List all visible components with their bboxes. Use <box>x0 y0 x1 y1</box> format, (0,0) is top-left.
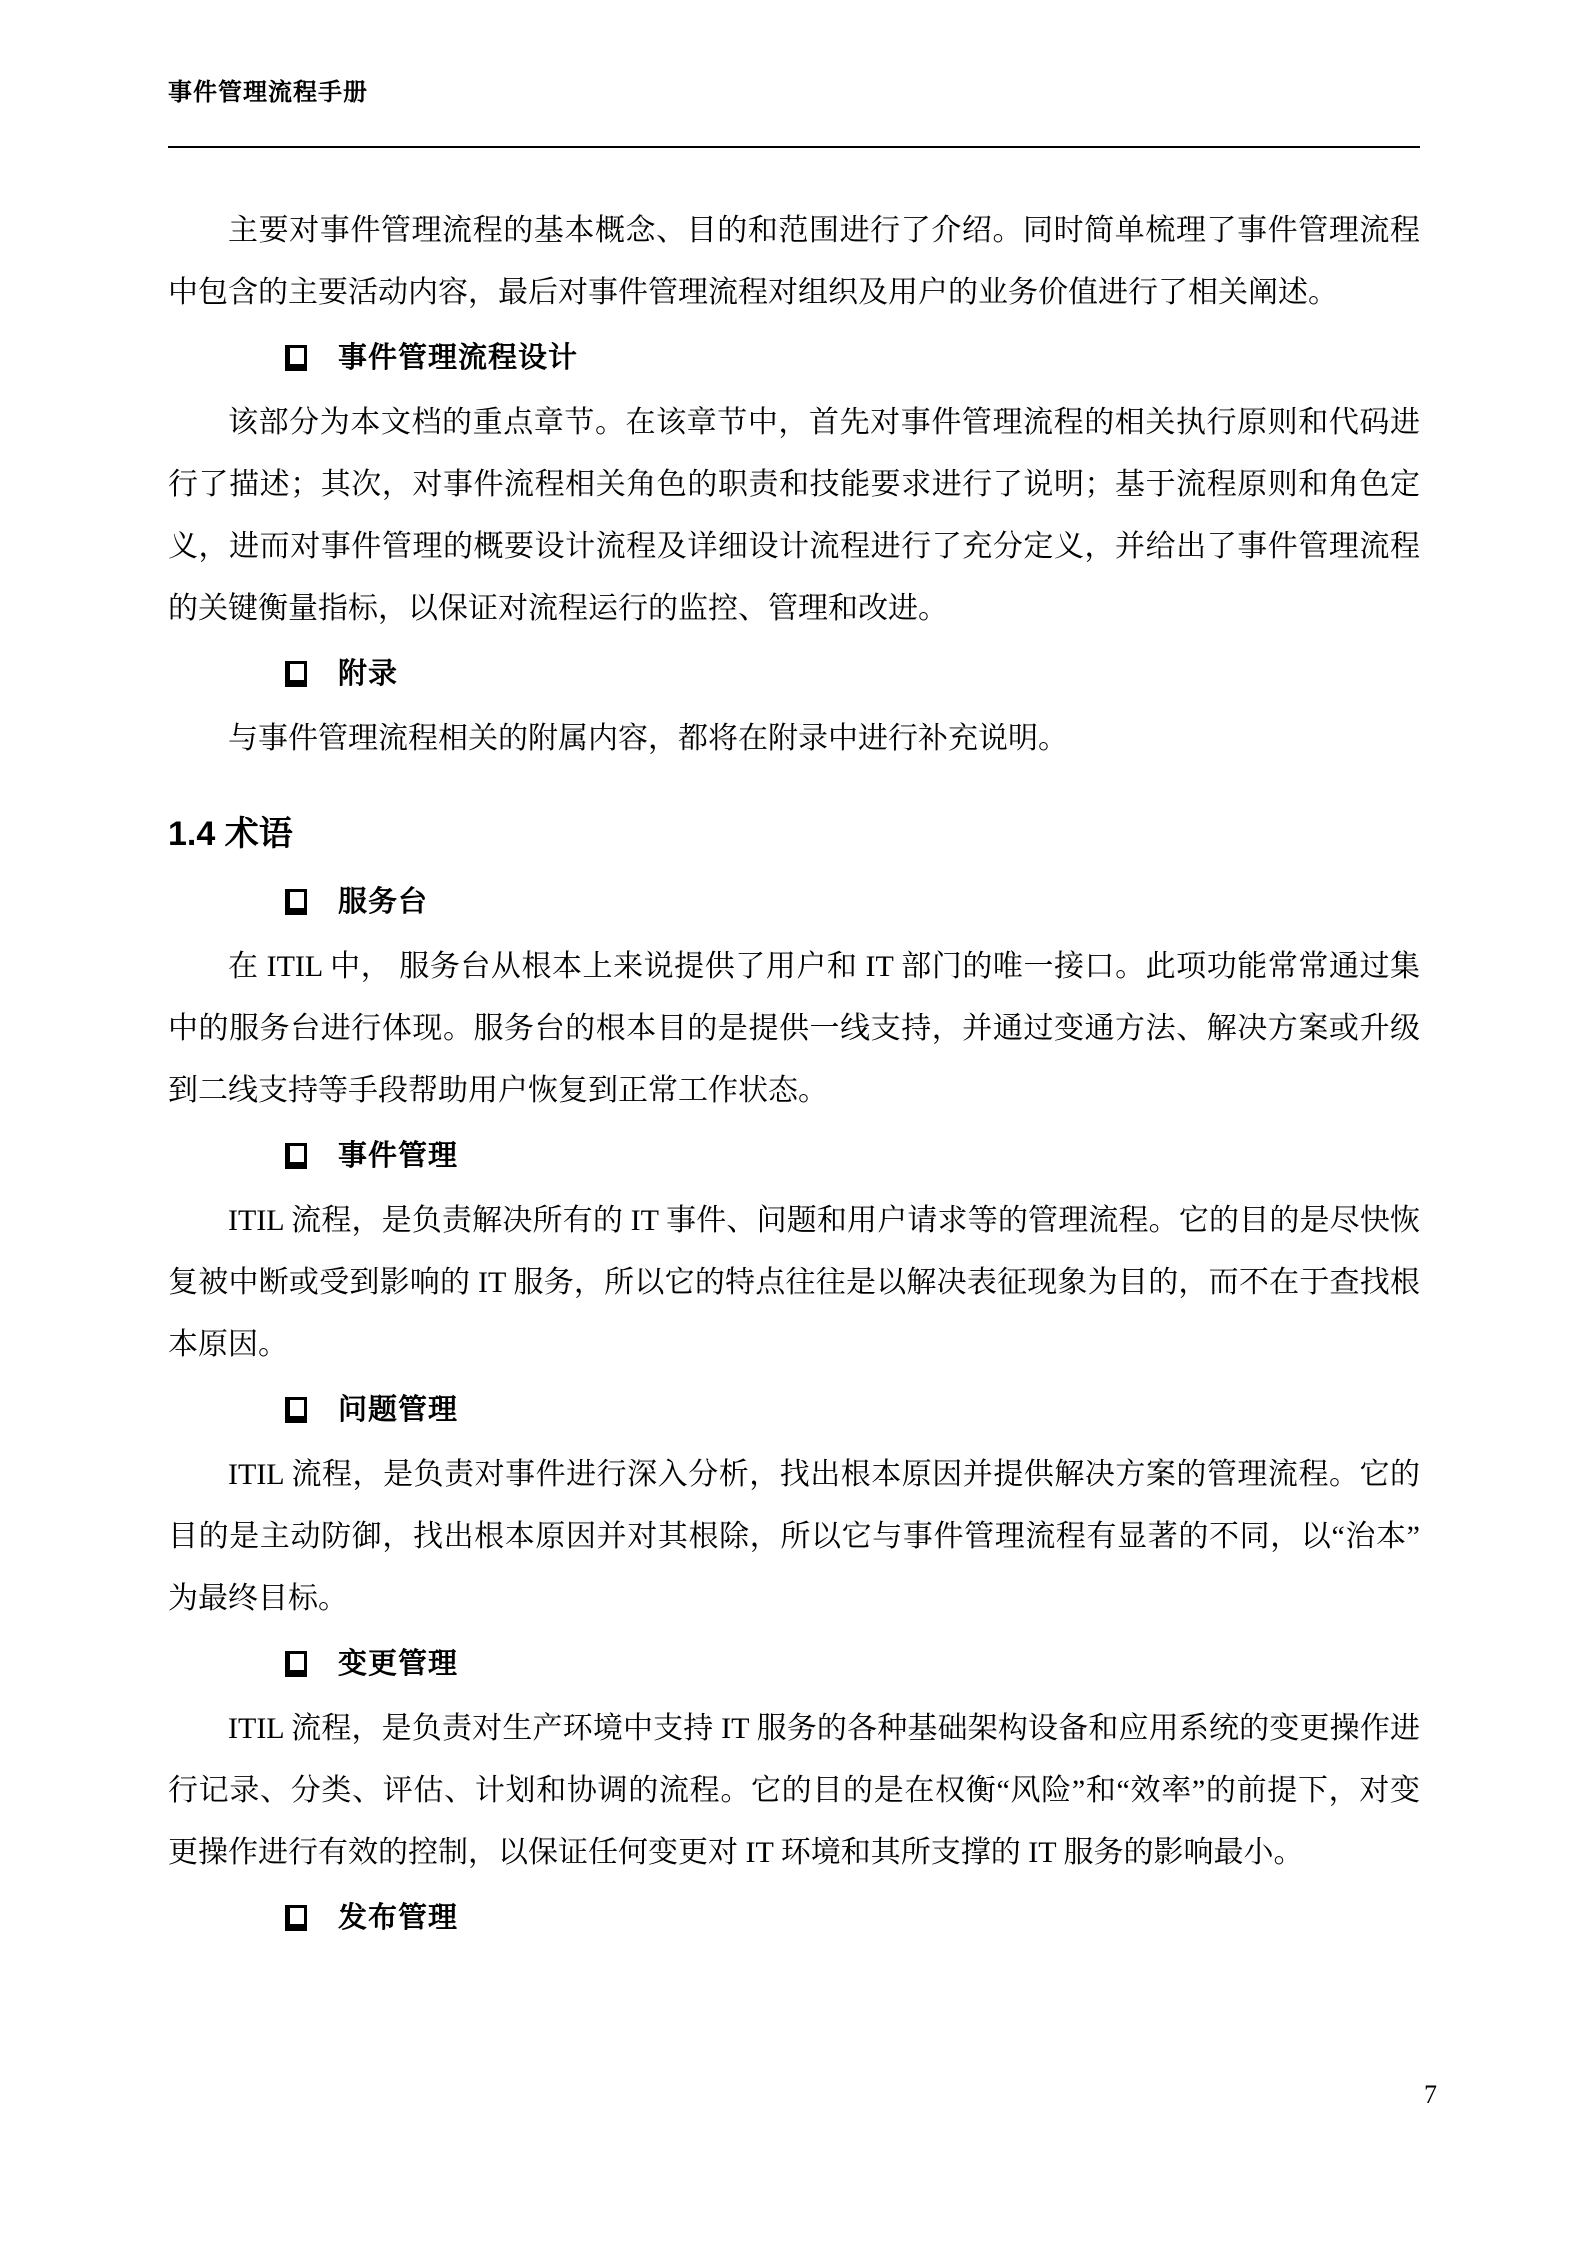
square-bullet-icon <box>285 1143 307 1169</box>
incident-management-paragraph: ITIL 流程，是负责解决所有的 IT 事件、问题和用户请求等的管理流程。它的目的是尽快恢复被中断或受到影响的 IT 服务，所以它的特点往往是以解决表征现象为目的，而不在于查找根本原因。 <box>168 1204 1420 1361</box>
page-header <box>168 0 1420 148</box>
document-body <box>168 148 1420 1940</box>
square-bullet-icon <box>285 1905 307 1931</box>
appendix-paragraph: 与事件管理流程相关的附属内容，都将在附录中进行补充说明。 <box>228 722 1068 755</box>
square-bullet-icon <box>285 661 307 687</box>
square-bullet-icon <box>285 889 307 915</box>
bullet-label: 服务台 <box>338 886 429 918</box>
bullet-item-problem-management <box>168 1388 1420 1432</box>
bullet-item-appendix <box>168 652 1420 696</box>
square-bullet-icon <box>285 345 307 371</box>
header-title: 事件管理流程手册 <box>168 79 368 106</box>
square-bullet-icon <box>285 1397 307 1423</box>
section-heading-terms: 1.4 术语 <box>168 815 293 853</box>
service-desk-paragraph: 在 ITIL 中， 服务台从根本上来说提供了用户和 IT 部门的唯一接口。此项功能常常通过集中的服务台进行体现。服务台的根本目的是提供一线支持，并通过变通方法、解决方案或升级到二线支持等手段帮助用户恢复到正常工作状态。 <box>168 950 1420 1107</box>
bullet-label: 问题管理 <box>338 1394 459 1426</box>
process-design-paragraph: 该部分为本文档的重点章节。在该章节中，首先对事件管理流程的相关执行原则和代码进行了描述；其次，对事件流程相关角色的职责和技能要求进行了说明；基于流程原则和角色定义，进而对事件管理的概要设计流程及详细设计流程进行了充分定义，并给出了事件管理流程的关键衡量指标，以保证对流程运行的监控、管理和改进。 <box>168 406 1420 625</box>
bullet-label: 事件管理流程设计 <box>338 342 579 374</box>
bullet-item-change-management <box>168 1642 1420 1686</box>
bullet-item-service-desk <box>168 880 1420 924</box>
bullet-label: 事件管理 <box>338 1140 459 1172</box>
bullet-label: 发布管理 <box>338 1902 459 1934</box>
bullet-label: 变更管理 <box>338 1648 459 1680</box>
change-management-paragraph: ITIL 流程，是负责对生产环境中支持 IT 服务的各种基础架构设备和应用系统的变更操作进行记录、分类、评估、计划和协调的流程。它的目的是在权衡“风险”和“效率”的前提下，对变更操作进行有效的控制，以保证任何变更对 IT 环境和其所支撑的 IT 服务的影响最小。 <box>168 1712 1420 1869</box>
page-number: 7 <box>1424 2080 1437 2109</box>
intro-paragraph: 主要对事件管理流程的基本概念、目的和范围进行了介绍。同时简单梳理了事件管理流程中包含的主要活动内容，最后对事件管理流程对组织及用户的业务价值进行了相关阐述。 <box>168 214 1420 309</box>
problem-management-paragraph: ITIL 流程，是负责对事件进行深入分析，找出根本原因并提供解决方案的管理流程。它的目的是主动防御，找出根本原因并对其根除，所以它与事件管理流程有显著的不同，以“治本”为最终目标。 <box>168 1458 1420 1615</box>
bullet-item-release-management <box>168 1896 1420 1940</box>
bullet-label: 附录 <box>338 658 399 690</box>
bullet-item-incident-management <box>168 1134 1420 1178</box>
square-bullet-icon <box>285 1651 307 1677</box>
bullet-item-process-design <box>168 336 1420 380</box>
